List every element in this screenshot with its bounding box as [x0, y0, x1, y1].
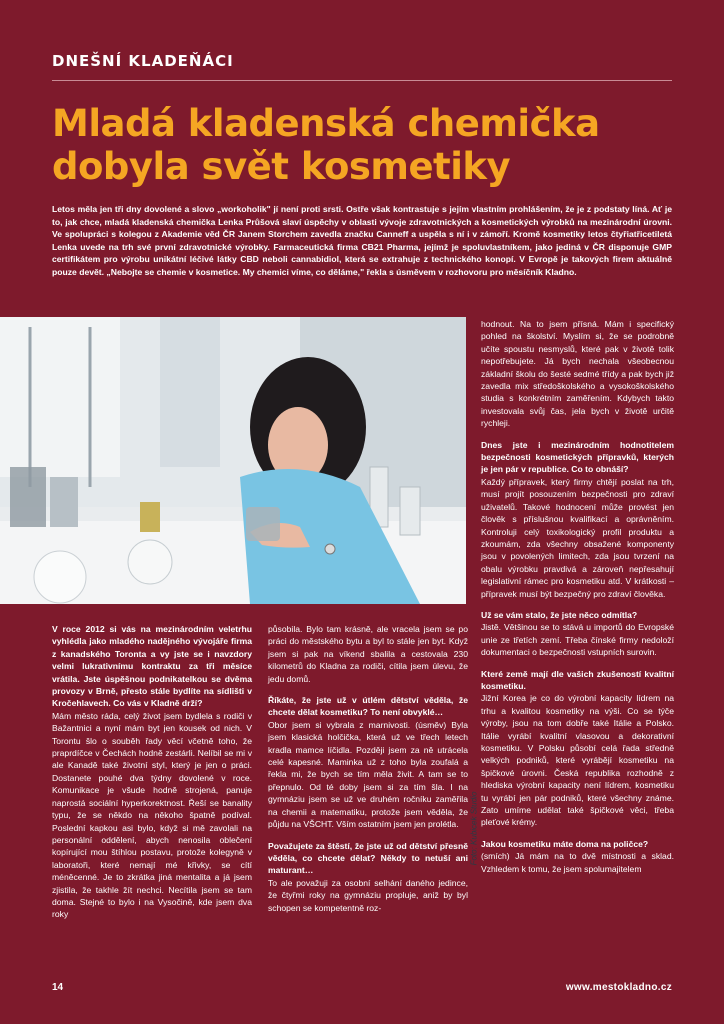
qa-block: [268, 694, 468, 830]
section-label: DNEŠNÍ KLADEŇÁCI: [52, 52, 234, 70]
lab-photo-illustration: [0, 317, 466, 604]
answer: Jistě. Většinou se to stává u importů do Evropské unie ze třetích zemí. Třeba čínské firmy nedoloží dokumentaci o bezpečnosti vstupních surovin.: [481, 622, 674, 658]
answer: Každý přípravek, který firmy chtějí poslat na trh, musí projít posouzením bezpečnosti pro zdraví uživatelů. Takové hodnocení může provést jen člověk s příslušnou kvalifikací a oprávněním. Kontroluji celý toxikologický profil produktu a zkoumám, zda všechny obsažené komponenty jsou v povolených limitech, zda jsou tvrzení na obalu výrobku pravdivá a zároveň nepřesahují legislativní rámec pro kosmetiku atd. V krátkosti – přípravek musí být bezpečný pro zdraví člověka.: [481, 476, 674, 599]
article-column-1: [52, 623, 252, 930]
question: Dnes jste i mezinárodním hodnotitelem bezpečnosti kosmetických přípravků, kterých je jen pár v republice. Co to obnáší?: [481, 439, 674, 475]
headline-line-1: Mladá kladenská chemička: [52, 102, 600, 145]
page-number: 14: [52, 982, 64, 993]
question: Říkáte, že jste už v útlém dětství věděla, že chcete dělat kosmetiku? To není obvyklé…: [268, 695, 468, 718]
answer: To ale považuji za osobní selhání daného jedince, že čtyřmi roky na gymnáziu proplujе, aniž by byl schopen se kompetentně roz-: [268, 877, 468, 913]
headline-line-2: dobyla svět kosmetiky: [52, 145, 511, 188]
answer: Obor jsem si vybrala z marnivosti. (úsměv) Byla jsem klasická holčička, která už ve třech letech kradla mamce líčidla. Později jsem za ně utrácela celé kapesné. Maminka už z toho byla zoufalá a řekla mi, že bych se tím měla živit. A tam se to přepnulo. Od té doby jsem si za tím šla. I na gymnáziu jsem se už ve druhém ročníku zaměřila na chemii a matematiku, protože jsem věděla, že půjdu na VŠCHT. Vším ostatním jsem jen prolétla.: [268, 719, 468, 830]
qa-block: [481, 439, 674, 600]
answer: (smích) Já mám na to dvě místnosti a sklad. Vzhledem k tomu, že jsem spolumajitelem: [481, 851, 674, 874]
qa-block: [481, 609, 674, 659]
qa-block: [481, 668, 674, 829]
question: Které země mají dle vašich zkušeností kvalitní kosmetiku.: [481, 668, 674, 691]
question: Jakou kosmetiku máte doma na poličce?: [481, 838, 649, 849]
paragraph: hodnout. Na to jsem přísná. Mám i specifický pohled na školství. Myslím si, že se podrobně učíte spoustu nesmyslů, které pak v životě tolik nepotřebujete. Já bych nechala všeobecnou základní školu do šesté sedmé třídy a pak bych již zavedla mix středoškolského a vysokoškolského studia s konkrétním zaměřením. Kdybych takto investovala svůj čas, jela bych v životě určitě rychleji.: [481, 319, 674, 429]
qa-block: [481, 838, 674, 875]
section-divider: [52, 80, 672, 81]
question: Už se vám stalo, že jste něco odmítla?: [481, 609, 638, 620]
qa-block: [268, 840, 468, 914]
photo-credit: Foto: Kubicek Studio: [469, 791, 479, 866]
answer: Mám město ráda, celý život jsem bydlela s rodiči v Bažantnici a nyní mám byt jen kousek od nich. V Torontu šlo o souběh řady věcí včetně toho, že praprdíčce v Čechách hodně zestárli. Nelíbil se mi v ale Kanadě také životní styl, který je jen o práci. Dostanete pouhé dva týdny dovolené v roce. Komunikace je všude hodně strojená, panuje naprostá sociální hyperkorektnost. Řeší se banality typu, že se někdo na někoho špatně podíval. Poslední kapkou asi bylo, když si mě zavolali na personální oddělení, abych nenosila oblečení kopírující mou štíhlou postavu, protože kolegyně v laboratoři, které nemají mé křivky, se cítí méněcenné. Je to zkrátka jiná mentalita a já jsem zjistila, že takhle žít nechci. Necítila jsem se tam doma. Stejné to bylo i na Vysočině, kde jsem dva roky: [52, 710, 252, 920]
qa-block: [52, 623, 252, 921]
paragraph: působila. Bylo tam krásně, ale vracela jsem se po práci do městského bytu a byl to stále jen byt. Když jsem si pak na víkend sbalila a cestovala 230 kilometrů do Kladna za rodiči, cítila jsem úlevu, že jedu domů.: [268, 624, 468, 684]
article-column-2: [268, 623, 468, 923]
question: V roce 2012 si vás na mezinárodním veletrhu vyhlédla jako mladého nadějného vývojáře firma z kanadského Toronta a vy jste se i navzdory velmi lukrativnímu kontraktu za tři měsíce vrátila. Jste úspěšnou podnikatelkou se dvěma provozy v Brně, přesto stále bydlíte na sídlišti v Kročehlavech. Co vás v Kladně drží?: [52, 624, 252, 709]
question: Považujete za štěstí, že jste už od dětství přesně věděla, co chcete dělat? Někdy to netuší ani maturant…: [268, 840, 468, 876]
intro-paragraph: Letos měla jen tři dny dovolené a slovo „workoholik" jí není proti srsti. Ostře však kontrastuje s jejím vlastním prohlášením, že je z podstaty líná. Ať je to, jak chce, mladá kladenská chemička Lenka Průšová slaví úspěchy v oblasti vývoje zdravotnických a kosmetických výrobků na mezinárodní úrovni. Ve spolupráci s kolegou z Akademie věd ČR Janem Storchem zavedla značku Canneff a uspěla s ní i v zámoří. Kromě kosmetiky letos čtyřiatřicetiletá Lenka uvede na trh své první zdravotnické výrobky. Farmaceutická firma CB21 Pharma, jejímž je spoluvlastníkem, jako jediná v ČR disponuje GMP certifikátem pro výrobu unikátní léčivé látky CBD neboli cannabidiol, která se extrahuje z technického konopí. V Evropě je takových firem aktuálně pouze devět. „Nebojte se chemie v kosmetice. My chemici víme, co děláme," řekla s úsměvem v rozhovoru pro měsíčník Kladno.: [52, 204, 672, 277]
website-url: www.mestokladno.cz: [565, 982, 672, 993]
headline: [52, 102, 692, 188]
answer: Jižní Korea je co do výrobní kapacity lídrem na trhu a kvalitou kosmetiky na výši. Co se týče výroby, jsou na tom dobře také Itálie a Polsko. Itálie vyrábí kvalitní vlasovou a dekorativní kosmetiku. V Polsku působí celá řada středně velkých podniků, které vyrábějí kosmetiku na špičkové úrovni. Česká republika rozhodně z hlediska výrobní kapacity není lídrem, kosmetiku tu vyrábí jen pár podniků, které všechny známe. Zato umíme udělat také špičkové věci, třeba pleťové krémy.: [481, 693, 674, 828]
article-column-3: [481, 318, 674, 884]
